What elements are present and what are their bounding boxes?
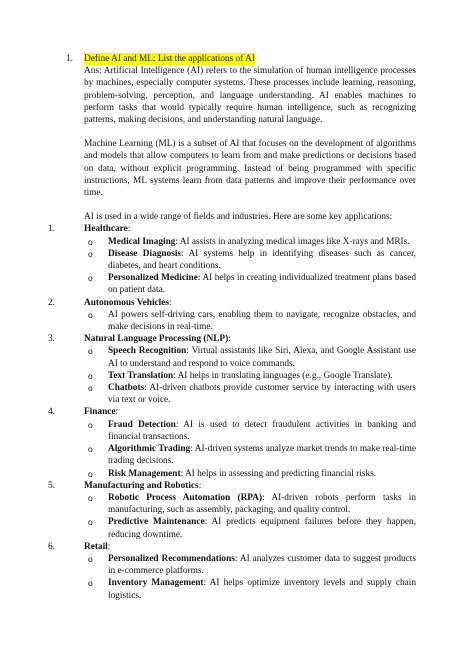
circle-bullet-icon: o	[88, 346, 93, 357]
category-number: 5.	[48, 480, 55, 491]
category-title: Finance	[84, 407, 116, 418]
application-name: Personalized Recommendations	[108, 553, 235, 564]
category-number: 2.	[48, 297, 55, 308]
application-name: Inventory Management	[108, 578, 204, 589]
category-number: 3.	[48, 334, 55, 345]
circle-bullet-icon: o	[88, 236, 93, 247]
application-item	[84, 345, 416, 369]
application-name: Algorithmic Trading	[108, 444, 191, 455]
circle-bullet-icon: o	[88, 419, 93, 430]
application-item	[84, 492, 416, 516]
application-description: : AI is used to detect fraudulent activities in banking and financial transactions.	[108, 419, 416, 442]
application-name: Personalized Medicine	[108, 273, 198, 284]
application-name: Fraud Detection	[108, 419, 176, 430]
circle-bullet-icon: o	[88, 248, 93, 259]
application-description: : AI helps in assessing and predicting financial risks.	[180, 468, 377, 479]
circle-bullet-icon: o	[88, 492, 93, 503]
application-item	[84, 419, 416, 443]
application-item	[84, 309, 416, 333]
circle-bullet-icon: o	[88, 383, 93, 394]
application-name: Disease Diagnosis	[108, 248, 182, 259]
application-description: : AI systems help in identifying diseases such as cancer, diabetes, and heart conditions.	[108, 248, 416, 272]
application-description: AI powers self-driving cars, enabling them to navigate, recognize obstacles, and make decisions in real-time.	[108, 309, 416, 333]
applications-intro: AI is used in a wide range of fields and industries. Here are some key applications:	[84, 212, 393, 223]
answer-block	[60, 65, 416, 223]
application-category	[48, 480, 417, 541]
application-description: : AI assists in analyzing medical images like X-rays and MRIs.	[175, 236, 410, 247]
category-title-line	[84, 480, 416, 492]
application-item	[84, 236, 416, 248]
category-title: Natural Language Processing (NLP)	[84, 334, 229, 345]
application-description: : AI-driven chatbots provide customer service by interacting with users via text or voice.	[108, 383, 416, 406]
application-category	[48, 541, 417, 602]
application-item	[84, 382, 416, 406]
category-number: 6.	[48, 541, 55, 552]
ml-definition-paragraph: Machine Learning (ML) is a subset of AI that focuses on the development of algorithms and models that allow computers to learn from and make predictions or decisions based on data, without explicit programming. Instead of being programmed with specific instructions, ML systems learn from data patterns and improve their performance over time.	[84, 139, 416, 199]
application-category	[48, 297, 416, 334]
ai-definition-paragraph: Ans: Artificial Intelligence (AI) refers to the simulation of human intelligence processes by machines, especially computer systems. These processes include learning, reasoning, problem-solving, perception, and language understanding. AI enables machines to perform tasks that would typically require human intelligence, such as recognizing patterns, making decisions, and understanding natural language.	[84, 66, 416, 126]
application-name: Text Translation	[108, 370, 174, 381]
category-title: Autonomous Vehicles	[84, 297, 169, 308]
application-name: Predictive Maintenance	[108, 517, 205, 528]
circle-bullet-icon: o	[88, 309, 93, 320]
application-item	[84, 272, 416, 296]
circle-bullet-icon: o	[88, 553, 93, 564]
application-description: : Virtual assistants like Siri, Alexa, and Google Assistant use AI to understand and respond to voice commands.	[108, 346, 417, 369]
application-description: : AI helps in translating languages (e.g., Google Translate).	[173, 370, 393, 381]
application-description: : AI-driven systems analyze market trends to make real-time trading decisions.	[108, 444, 416, 467]
category-title-colon: :	[168, 297, 172, 308]
category-title-line	[84, 406, 416, 418]
application-name: Chatbots	[108, 383, 145, 394]
application-item	[84, 370, 416, 382]
category-title-colon: :	[198, 480, 202, 491]
circle-bullet-icon: o	[88, 578, 93, 589]
category-number: 1.	[48, 224, 55, 235]
application-item	[84, 553, 416, 577]
application-item	[84, 577, 416, 601]
application-description: : AI helps in creating individualized treatment plans based on patient data.	[108, 273, 416, 296]
application-description: : AI analyzes customer data to suggest products in e-commerce platforms.	[108, 553, 416, 577]
application-name: Risk Management	[108, 468, 181, 479]
application-category	[48, 223, 416, 296]
category-title: Manufacturing and Robotics	[84, 480, 199, 491]
question-text: Define AI and ML: List the applications of AI	[84, 54, 255, 64]
question-line	[60, 53, 416, 65]
category-title-colon: :	[115, 407, 119, 418]
circle-bullet-icon: o	[88, 517, 93, 528]
application-description: : AI predicts equipment failures before they happen, reducing downtime.	[108, 517, 416, 540]
application-category	[48, 333, 417, 406]
circle-bullet-icon: o	[88, 370, 93, 381]
application-item	[84, 248, 416, 272]
document-body	[48, 53, 417, 602]
application-item	[84, 468, 416, 480]
application-item	[84, 516, 416, 540]
category-title-colon: :	[228, 334, 231, 345]
category-title-line	[84, 297, 416, 309]
category-title: Healthcare	[84, 224, 128, 235]
application-category	[48, 406, 416, 479]
circle-bullet-icon: o	[88, 468, 93, 479]
application-name: Robotic Process Automation (RPA)	[108, 492, 263, 503]
circle-bullet-icon: o	[88, 273, 93, 284]
category-title-line	[84, 541, 416, 553]
category-title: Retail	[84, 541, 108, 552]
circle-bullet-icon: o	[88, 444, 93, 455]
question-number: 1.	[66, 54, 73, 64]
category-title-colon: :	[127, 224, 131, 235]
applications-list	[48, 223, 417, 601]
application-description: : AI-driven robots perform tasks in manufacturing, such as assembly, packaging, and quality control.	[108, 492, 417, 516]
application-name: Speech Recognition	[108, 346, 187, 357]
category-title-colon: :	[107, 541, 111, 552]
category-title-line	[84, 333, 416, 345]
application-item	[84, 443, 416, 467]
application-description: : AI helps optimize inventory levels and supply chain logistics.	[108, 578, 417, 601]
category-number: 4.	[48, 407, 55, 418]
category-title-line	[84, 223, 416, 235]
application-name: Medical Imaging	[108, 236, 176, 247]
